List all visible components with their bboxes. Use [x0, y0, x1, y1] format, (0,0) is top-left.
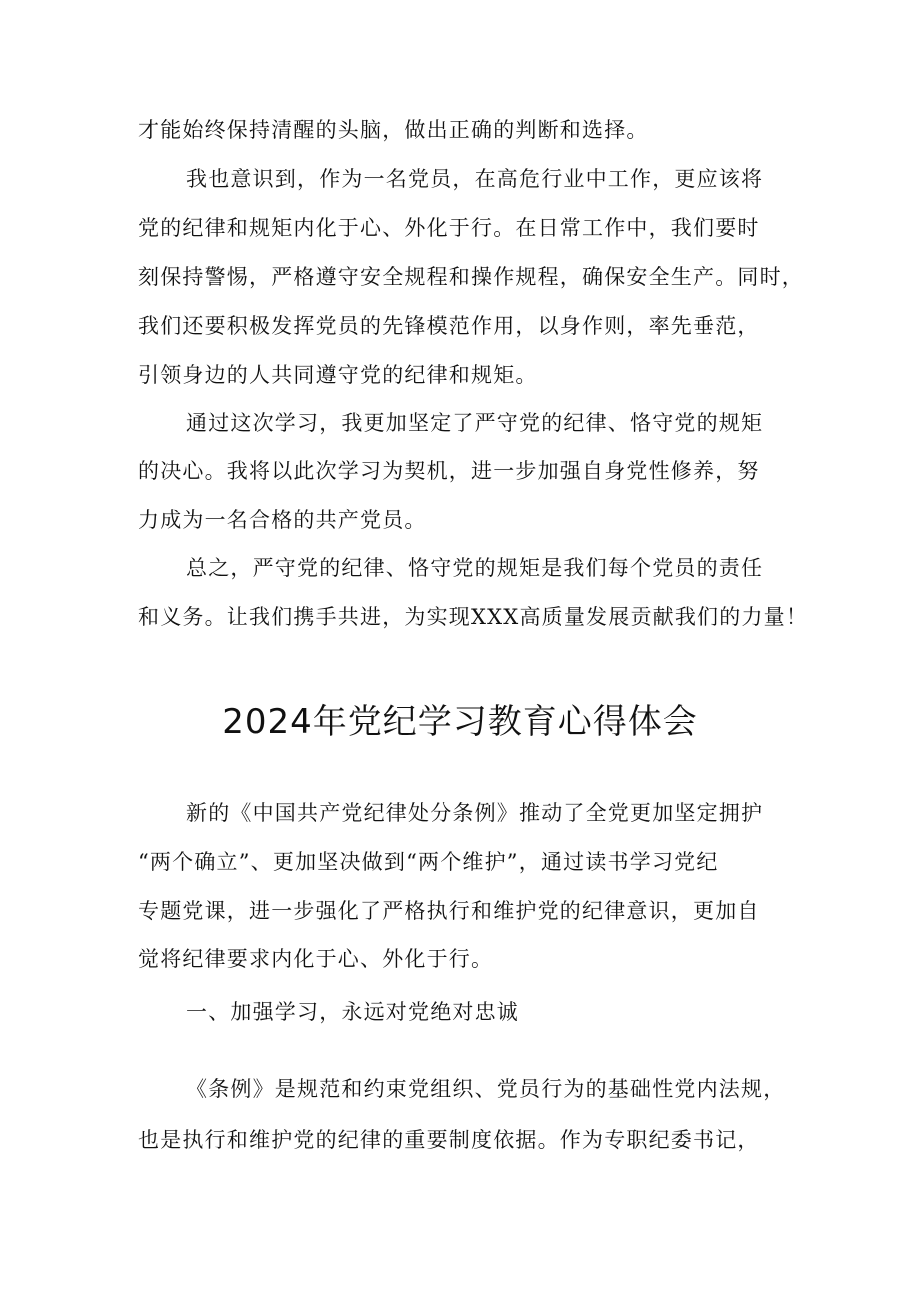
- text-line: 专题党课，进一步强化了严格执行和维护党的纪律意识，更加自: [138, 899, 760, 923]
- text-line: 我们还要积极发挥党员的先锋模范作用，以身作则，率先垂范，: [138, 314, 760, 338]
- article-title: 2024年党纪学习教育心得体会: [222, 702, 698, 742]
- text-line: 《条例》是规范和约束党组织、党员行为的基础性党内法规，: [186, 1077, 786, 1101]
- text-line: 引领身边的人共同遵守党的纪律和规矩。: [138, 363, 538, 387]
- text-line: 总之，严守党的纪律、恪守党的规矩是我们每个党员的责任: [186, 556, 764, 580]
- text-line: 觉将纪律要求内化于心、外化于行。: [138, 947, 494, 971]
- text-line: 我也意识到，作为一名党员，在高危行业中工作，更应该将: [186, 167, 764, 191]
- section-heading: 一、加强学习，永远对党绝对忠诚: [186, 1000, 519, 1024]
- text-line: 力成为一名合格的共产党员。: [138, 508, 427, 532]
- text-line: 刻保持警惕，严格遵守安全规程和操作规程，确保安全生产。同时，: [138, 265, 804, 289]
- text-line: “两个确立”、更加坚决做到“两个维护”，通过读书学习党纪: [138, 850, 719, 874]
- text-line: 的决心。我将以此次学习为契机，进一步加强自身党性修养，努: [138, 459, 760, 483]
- text-line: 也是执行和维护党的纪律的重要制度依据。作为专职纪委书记，: [138, 1128, 760, 1152]
- text-line: 才能始终保持清醒的头脑，做出正确的判断和选择。: [138, 118, 649, 142]
- text-line: 通过这次学习，我更加坚定了严守党的纪律、恪守党的规矩: [186, 411, 764, 435]
- text-line: 新的《中国共产党纪律处分条例》推动了全党更加坚定拥护: [186, 801, 764, 825]
- text-line: 和义务。让我们携手共进，为实现XXX高质量发展贡献我们的力量！: [138, 605, 809, 629]
- text-line: 党的纪律和规矩内化于心、外化于行。在日常工作中，我们要时: [138, 216, 760, 240]
